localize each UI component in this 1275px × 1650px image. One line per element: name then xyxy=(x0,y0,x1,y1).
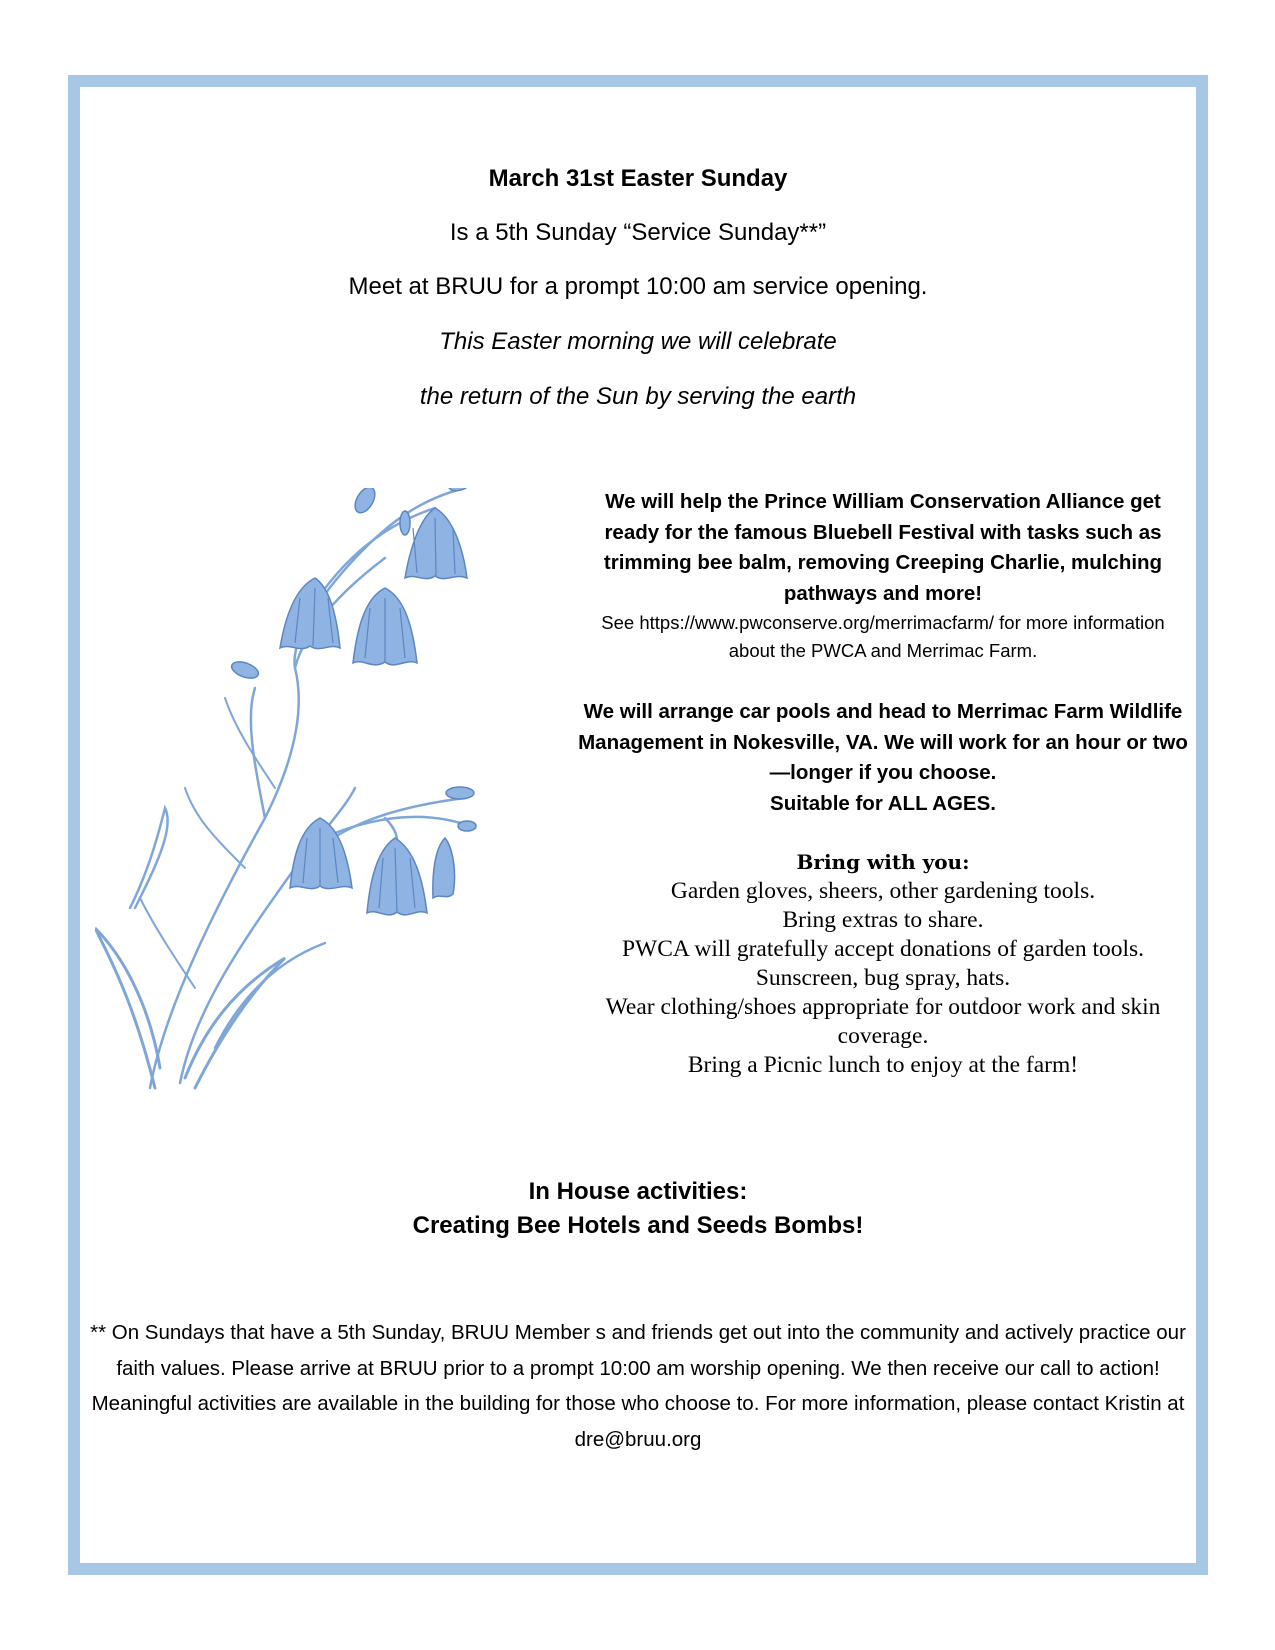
meeting-info-line: Meet at BRUU for a prompt 10:00 am service opening. xyxy=(348,273,928,300)
bring-with-you-heading: Bring with you: xyxy=(796,850,970,874)
list-item: PWCA will gratefully accept donations of garden tools. xyxy=(621,936,1145,962)
list-item: Garden gloves, sheers, other gardening tools. xyxy=(670,878,1096,904)
in-house-activities xyxy=(68,1175,1208,1243)
footnote: ** On Sundays that have a 5th Sunday, BRUU Member s and friends get out into the community and actively practice our faith values. Please arrive at BRUU prior to a prompt 10:00 am worship opening. We then receive our call to action! Meaningful activities are available in the building for those who choose to. For more information, please contact Kristin at dre@bruu.org xyxy=(90,1321,1186,1451)
in-house-heading: In House activities: xyxy=(528,1178,748,1205)
list-item: Sunscreen, bug spray, hats. xyxy=(755,965,1011,991)
bluebell-flower-illustration xyxy=(95,488,515,1138)
carpool-text: We will arrange car pools and head to Merrimac Farm Wildlife Management in Nokesville, VA. We will work for an hour or two—longer if you choose. xyxy=(578,700,1188,784)
carpool-paragraph xyxy=(578,697,1188,819)
pwca-link-text: See https://www.pwconserve.org/merrimacfarm/ for more information about the PWCA and Merrimac Farm. xyxy=(601,612,1165,661)
service-sunday-line: Is a 5th Sunday “Service Sunday**” xyxy=(449,219,827,246)
celebration-line-2: the return of the Sun by serving the earth xyxy=(419,383,857,410)
conservation-paragraph: We will help the Prince William Conservation Alliance get ready for the famous Bluebell Festival with tasks such as trimming bee balm, removing Creeping Charlie, mulching pathways and more! xyxy=(603,490,1163,605)
celebration-line: This Easter morning we will celebrate xyxy=(439,328,837,355)
all-ages-text: Suitable for ALL AGES. xyxy=(770,791,996,815)
bring-list xyxy=(578,877,1188,1080)
list-item: Bring a Picnic lunch to enjoy at the farm! xyxy=(687,1052,1079,1078)
page-title: March 31st Easter Sunday xyxy=(488,165,788,192)
in-house-description: Creating Bee Hotels and Seeds Bombs! xyxy=(412,1212,864,1239)
list-item: Wear clothing/shoes appropriate for outdoor work and skin coverage. xyxy=(605,994,1161,1049)
list-item: Bring extras to share. xyxy=(782,907,984,933)
